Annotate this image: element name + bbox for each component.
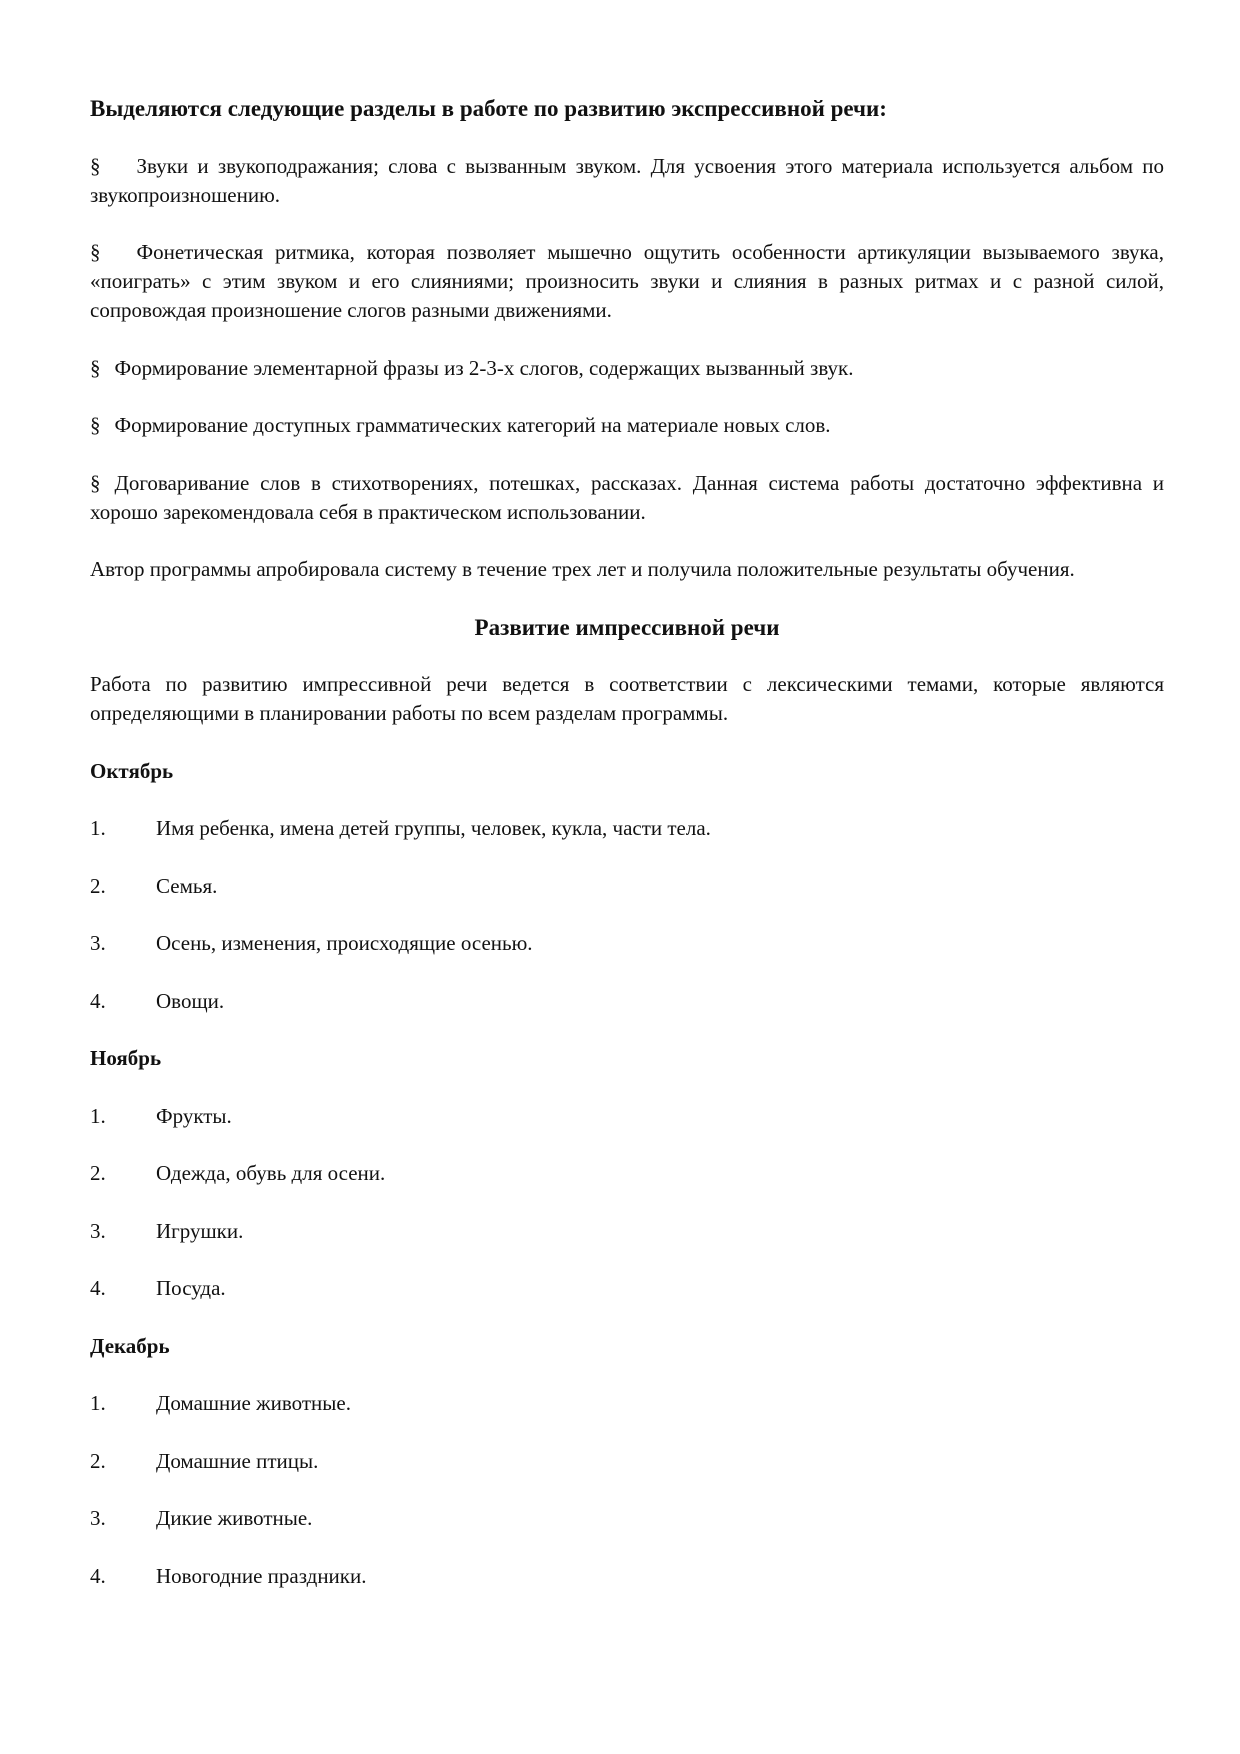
list-item	[90, 1389, 1164, 1418]
bullet-paragraph: § Звуки и звукоподражания; слова с вызванным звуком. Для усвоения этого материала используется альбом по звукопроизношению.	[90, 153, 1164, 207]
section-sign-icon: §	[90, 413, 101, 437]
month-heading: Октябрь	[90, 758, 174, 783]
bullet-paragraph: § Договаривание слов в стихотворениях, потешках, рассказах. Данная система работы достаточно эффективна и хорошо зарекомендовала себя в практическом использовании.	[90, 470, 1164, 524]
list-number: 2.	[90, 1161, 106, 1185]
list-text: Домашние животные.	[156, 1391, 351, 1415]
section-sign-icon: §	[90, 470, 101, 495]
list-text: Осень, изменения, происходящие осенью.	[156, 931, 533, 955]
section-sign-icon: §	[90, 240, 101, 264]
list-item	[90, 1562, 1164, 1591]
section-sign-icon: §	[90, 355, 101, 380]
bullet-paragraph: § Фонетическая ритмика, которая позволяет мышечно ощутить особенности артикуляции вызываемого звука, «поиграть» с этим звуком и его слияниями; произносить звуки и слияния в разных ритмах и с разной силой, сопровождая произношение слогов разными движениями.	[90, 240, 1164, 322]
list-text: Посуда.	[156, 1276, 226, 1300]
list-item	[90, 987, 1164, 1016]
list-item	[90, 1504, 1164, 1533]
section-sign-icon: §	[90, 153, 101, 178]
months-list	[90, 757, 1164, 1591]
list-number: 4.	[90, 988, 106, 1013]
list-number: 2.	[90, 1448, 106, 1473]
list-number: 1.	[90, 1103, 106, 1128]
list-item	[90, 1159, 1164, 1188]
intro-paragraph: Работа по развитию импрессивной речи ведется в соответствии с лексическими темами, которые являются определяющими в планировании работы по всем разделам программы.	[90, 672, 1164, 725]
list-text: Дикие животные.	[156, 1506, 313, 1530]
list-item	[90, 1447, 1164, 1476]
list-text: Фрукты.	[156, 1103, 232, 1128]
list-item	[90, 872, 1164, 901]
list-item	[90, 1217, 1164, 1246]
bullet-paragraph: § Формирование элементарной фразы из 2-3-х слогов, содержащих вызванный звук.	[90, 355, 854, 380]
list-number: 3.	[90, 1218, 106, 1243]
list-text: Одежда, обувь для осени.	[156, 1161, 386, 1185]
section-heading: Выделяются следующие разделы в работе по развитию экспрессивной речи:	[90, 96, 887, 121]
list-text: Домашние птицы.	[156, 1448, 319, 1473]
list-number: 4.	[90, 1563, 106, 1588]
list-item	[90, 929, 1164, 958]
list-number: 1.	[90, 816, 106, 840]
list-text: Овощи.	[156, 988, 225, 1013]
bullet-paragraph: § Формирование доступных грамматических категорий на материале новых слов.	[90, 413, 831, 437]
list-text: Новогодние праздники.	[156, 1563, 367, 1588]
list-number: 3.	[90, 931, 106, 955]
month-heading: Декабрь	[90, 1333, 170, 1358]
list-item	[90, 1274, 1164, 1303]
list-text: Имя ребенка, имена детей группы, человек, кукла, части тела.	[156, 816, 711, 840]
author-paragraph: Автор программы апробировала систему в течение трех лет и получила положительные результаты обучения.	[90, 557, 1075, 581]
list-number: 1.	[90, 1391, 106, 1415]
list-number: 3.	[90, 1506, 106, 1530]
list-item	[90, 1102, 1164, 1131]
list-text: Игрушки.	[156, 1218, 244, 1243]
subheading: Развитие импрессивной речи	[474, 614, 780, 640]
month-heading: Ноябрь	[90, 1046, 162, 1070]
list-item	[90, 814, 1164, 843]
document-page	[90, 94, 1164, 1619]
list-number: 2.	[90, 873, 106, 898]
list-number: 4.	[90, 1276, 106, 1300]
list-text: Семья.	[156, 873, 218, 898]
